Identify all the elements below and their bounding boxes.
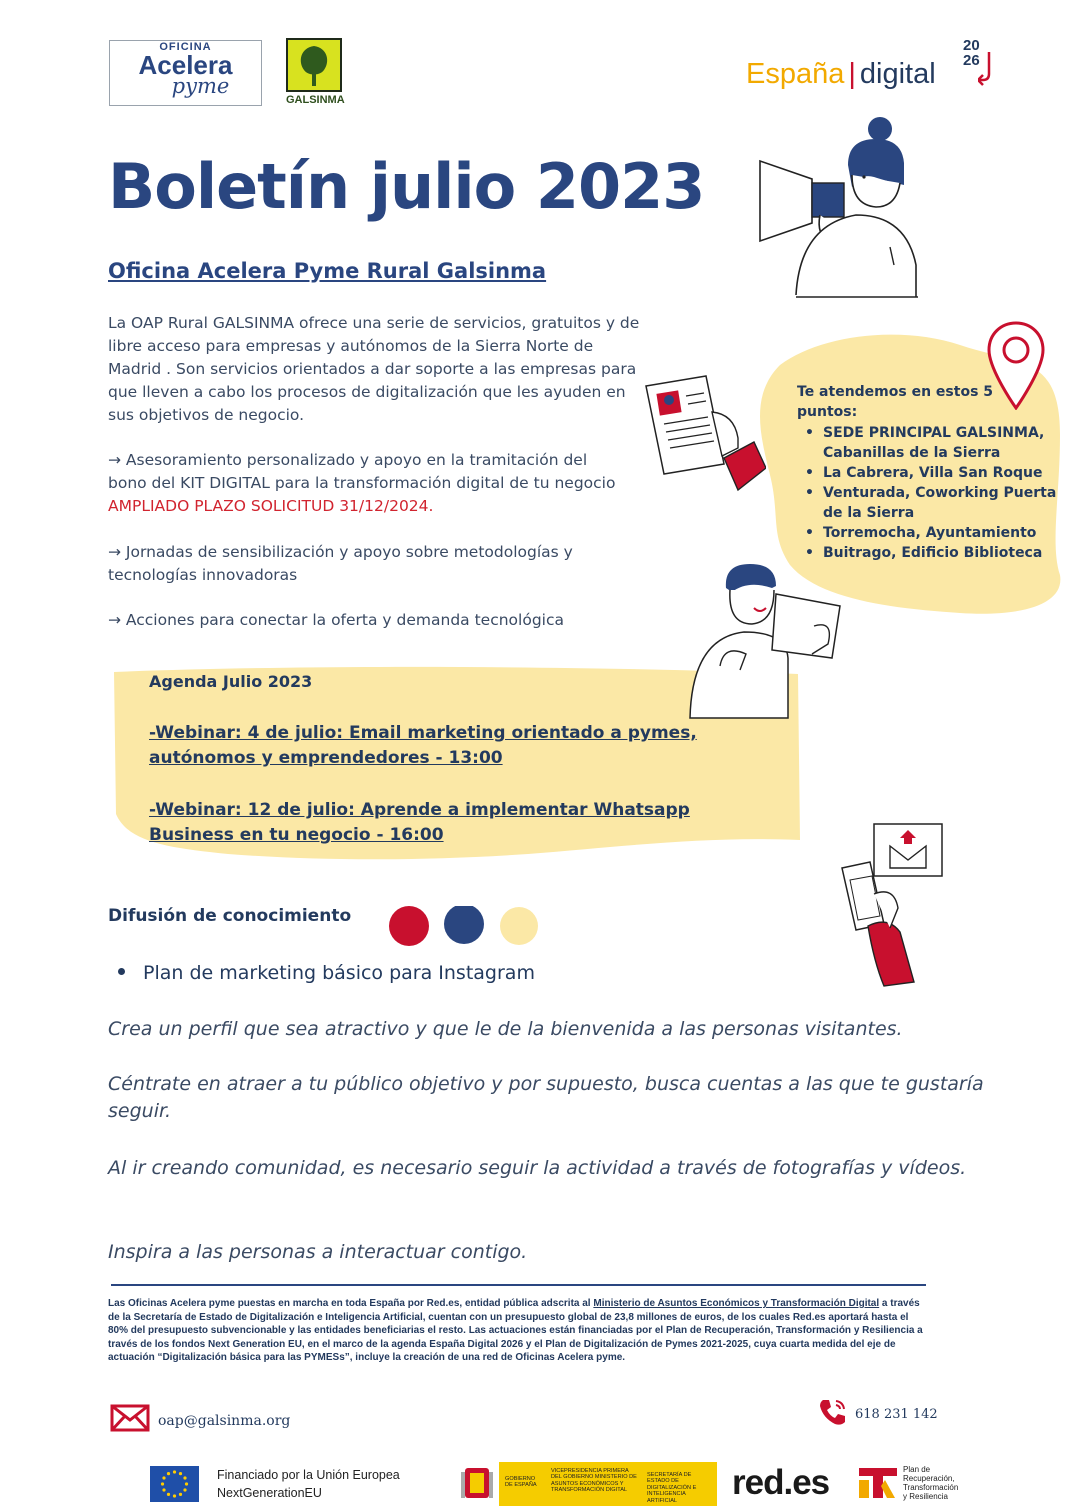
service-jornadas: → Jornadas de sensibilización y apoyo sobre metodologías y tecnologías innovadoras	[108, 543, 573, 584]
prtr-emblem-icon	[857, 1462, 899, 1500]
tip-paragraph: Inspira a las personas a interactuar contigo.	[108, 1241, 528, 1263]
eu-line-2: NextGenerationEU	[217, 1486, 322, 1500]
difusion-title: Difusión de conocimiento	[108, 906, 352, 926]
legal-text-2: a través de la Secretaría de Estado de Digitalización e Inteligencia Artificial, cuentan con un presupuesto global de 23,8 millones de euros, de los cuales Red.es aportará hasta el 80% del presupuesto subvencionable y las entidades beneficiarias el resto. Las actuaciones están financiadas por el Plan de Recuperación, Transformación y Resiliencia a través de los fondos Next Generation EU, en el marco de la agenda España Digital 2026 y el Plan de Digitalización de Pymes 2021-2025, cuya cuarta medida del eje de actuación “Digitalización básica para las PYMESs”, incluye la creación de una red de Oficinas Acelera pyme.	[108, 1298, 923, 1364]
location-item: • Torremocha, Ayuntamiento	[823, 523, 1068, 543]
man-reading-illustration	[688, 558, 848, 720]
envelope-icon	[110, 1404, 150, 1432]
coat-of-arms-icon	[459, 1464, 495, 1504]
location-item: • SEDE PRINCIPAL GALSINMA, Cabanillas de la Sierra	[823, 423, 1068, 463]
prtr-text: Plan de Recuperación, Transformación y Resiliencia	[903, 1465, 959, 1501]
phone-icon	[817, 1396, 849, 1428]
arrow-icon	[978, 52, 994, 86]
location-item: • La Cabrera, Villa San Roque	[823, 463, 1068, 483]
ministerio-text: VICEPRESIDENCIA PRIMERA DEL GOBIERNO MINISTERIO DE ASUNTOS ECONÓMICOS Y TRANSFORMACIÓN DIGITAL	[551, 1468, 637, 1494]
phone-number[interactable]: 618 231 142	[855, 1407, 938, 1422]
divider	[111, 1284, 926, 1286]
legal-notice	[108, 1297, 926, 1365]
phone-contact[interactable]	[817, 1396, 938, 1432]
eu-funding-logo	[150, 1466, 400, 1502]
locations-heading: Te atendemos en estos 5 puntos:	[797, 384, 994, 420]
webinar-link-whatsapp-business[interactable]: -Webinar: 12 de julio: Aprende a implementar Whatsapp Business en tu negocio - 16:00	[149, 800, 690, 845]
espana-word: España	[746, 58, 845, 90]
red-es-logo: red.es	[732, 1463, 830, 1502]
ministerio-link[interactable]: Ministerio de Asuntos Económicos y Transformación Digital	[593, 1298, 880, 1309]
phone-email-illustration	[838, 822, 948, 990]
service-kit-digital	[108, 449, 628, 518]
bullet-dot	[118, 968, 125, 975]
oficina-acelera-pyme-logo	[109, 40, 262, 106]
digital-word: digital	[859, 58, 936, 90]
agenda-title: Agenda Julio 2023	[149, 672, 313, 691]
tip-paragraph: Al ir creando comunidad, es necesario seguir la actividad a través de fotografías y vídeos.	[108, 1157, 967, 1179]
decorative-dot	[500, 907, 538, 945]
locations-list	[797, 423, 1068, 563]
location-item: • Venturada, Coworking Puerta de la Sierra	[823, 483, 1068, 523]
legal-text-1: Las Oficinas Acelera pyme puestas en marcha en toda España por Red.es, entidad pública adscrita al	[108, 1298, 594, 1309]
office-subtitle-link[interactable]: Oficina Acelera Pyme Rural Galsinma	[108, 259, 547, 283]
tip-paragraph: Céntrate en atraer a tu público objetivo y por supuesto, busca cuentas a las que te gustaría seguir.	[108, 1073, 984, 1122]
eu-flag-icon	[150, 1466, 199, 1502]
logo-line-pyme: pyme	[171, 74, 230, 98]
gobierno-espana-logo	[459, 1462, 717, 1506]
prtr-logo	[857, 1462, 963, 1501]
service-acciones: → Acciones para conectar la oferta y demanda tecnológica	[108, 611, 564, 629]
gobierno-text: GOBIERNO DE ESPAÑA	[505, 1476, 537, 1489]
year-top: 20	[963, 37, 980, 54]
galsinma-logo	[286, 38, 344, 108]
eu-line-1: Financiado por la Unión Europea	[217, 1468, 400, 1482]
decorative-dot	[389, 906, 429, 946]
service-kit-digital-text: → Asesoramiento personalizado y apoyo en la tramitación del bono del KIT DIGITAL para la transformación digital de tu negocio	[108, 451, 616, 492]
logo-line-acelera: Acelera	[138, 50, 233, 80]
deadline-highlight: AMPLIADO PLAZO SOLICITUD 31/12/2024.	[108, 497, 434, 515]
location-item: • Buitrago, Edificio Biblioteca	[823, 543, 1068, 563]
intro-paragraph: La OAP Rural GALSINMA ofrece una serie de servicios, gratuitos y de libre acceso para empresas y autónomos de la Sierra Norte de Madrid . Son servicios orientados a dar soporte a las empresas para que lleven a cabo los procesos de digitalización que les ayuden en sus objetivos de negocio.	[108, 314, 640, 424]
webinar-link-email-marketing[interactable]: -Webinar: 4 de julio: Email marketing orientado a pymes, autónomos y emprendedores - 13:00	[149, 723, 697, 768]
decorative-dot	[444, 906, 484, 944]
megaphone-woman-illustration	[756, 115, 926, 305]
galsinma-logo-text: GALSINMA	[286, 94, 345, 106]
tip-paragraph: Crea un perfil que sea atractivo y que le de la bienvenida a las personas visitantes.	[108, 1018, 903, 1040]
email-address[interactable]: oap@galsinma.org	[158, 1413, 291, 1429]
logo-line-oficina: OFICINA	[159, 41, 212, 53]
plan-text: Plan de marketing básico para Instagram	[143, 962, 535, 984]
secretaria-text: SECRETARÍA DE ESTADO DE DIGITALIZACIÓN E INTELIGENCIA ARTIFICIAL	[647, 1472, 697, 1504]
color-dots-decoration	[389, 906, 541, 946]
plan-list-item	[118, 962, 535, 984]
espana-digital-logo: España | digital 20 26	[746, 58, 936, 91]
galsinma-tree-icon	[286, 38, 342, 92]
cv-document-illustration	[642, 372, 766, 494]
page-title: Boletín julio 2023	[108, 150, 705, 223]
year-bottom: 26	[963, 52, 980, 69]
email-contact[interactable]	[110, 1404, 290, 1436]
